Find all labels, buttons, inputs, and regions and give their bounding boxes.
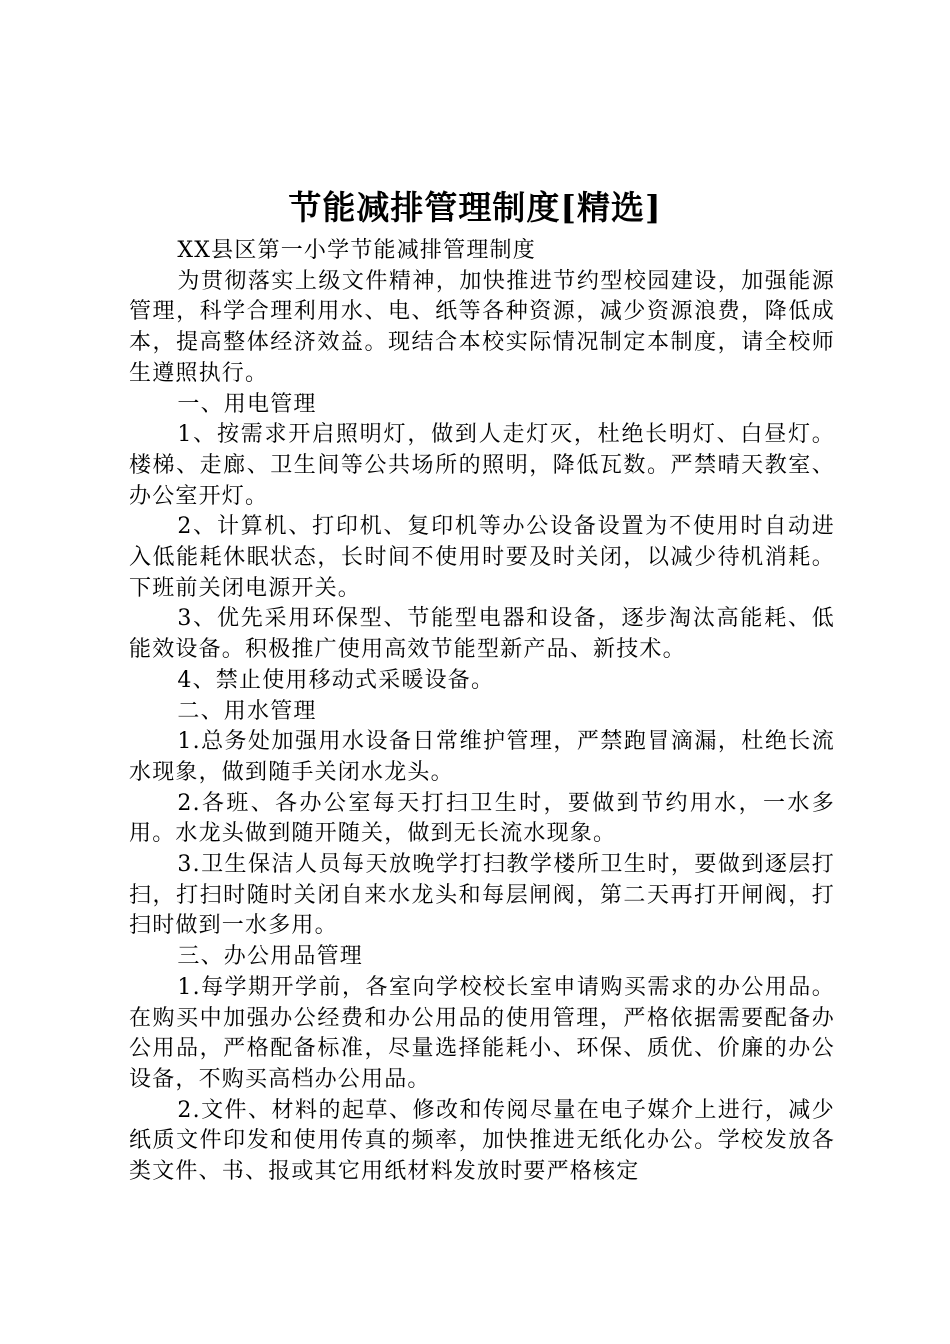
- electricity-item-1: 1、按需求开启照明灯，做到人走灯灭，杜绝长明灯、白昼灯。楼梯、走廊、卫生间等公共场所的照明，降低瓦数。严禁晴天教室、办公室开灯。: [129, 422, 835, 509]
- electricity-item-2: 2、计算机、打印机、复印机等办公设备设置为不使用时自动进入低能耗休眠状态，长时间不使用时要及时关闭，以减少待机消耗。下班前关闭电源开关。: [129, 514, 835, 601]
- section-heading-office-supplies: 三、办公用品管理: [177, 944, 363, 970]
- electricity-item-3: 3、优先采用环保型、节能型电器和设备，逐步淘汰高能耗、低能效设备。积极推广使用高效节能型新产品、新技术。: [129, 606, 835, 663]
- office-item-1: 1.每学期开学前，各室向学校校长室申请购买需求的办公用品。在购买中加强办公经费和办公用品的使用管理，严格依据需要配备办公用品，严格配备标准，尽量选择能耗小、环保、质优、价廉的办公设备，不购买高档办公用品。: [129, 974, 835, 1092]
- electricity-item-4: 4、禁止使用移动式采暖设备。: [177, 667, 495, 693]
- office-item-2: 2.文件、材料的起草、修改和传阅尽量在电子媒介上进行，减少纸质文件印发和使用传真的频率，加快推进无纸化办公。学校发放各类文件、书、报或其它用纸材料发放时要严格核定: [129, 1097, 835, 1185]
- document-body: [129, 236, 835, 1188]
- water-item-3: 3.卫生保洁人员每天放晚学打扫教学楼所卫生时，要做到逐层打扫，打扫时随时关闭自来水龙头和每层闸阀，第二天再打开闸阀，打扫时做到一水多用。: [129, 852, 835, 939]
- document-title: 节能减排管理制度[精选]: [288, 188, 662, 227]
- section-heading-water: 二、用水管理: [177, 698, 317, 724]
- water-item-2: 2.各班、各办公室每天打扫卫生时，要做到节约用水，一水多用。水龙头做到随开随关，做到无长流水现象。: [129, 790, 835, 847]
- section-heading-electricity: 一、用电管理: [177, 391, 317, 417]
- intro-paragraph: 为贯彻落实上级文件精神，加快推进节约型校园建设，加强能源管理，科学合理利用水、电、纸等各种资源，减少资源浪费，降低成本，提高整体经济效益。现结合本校实际情况制定本制度，请全校师生遵照执行。: [129, 268, 835, 386]
- water-item-1: 1.总务处加强用水设备日常维护管理，严禁跑冒滴漏，杜绝长流水现象，做到随手关闭水龙头。: [129, 729, 835, 785]
- school-heading: XX县区第一小学节能减排管理制度: [177, 238, 536, 263]
